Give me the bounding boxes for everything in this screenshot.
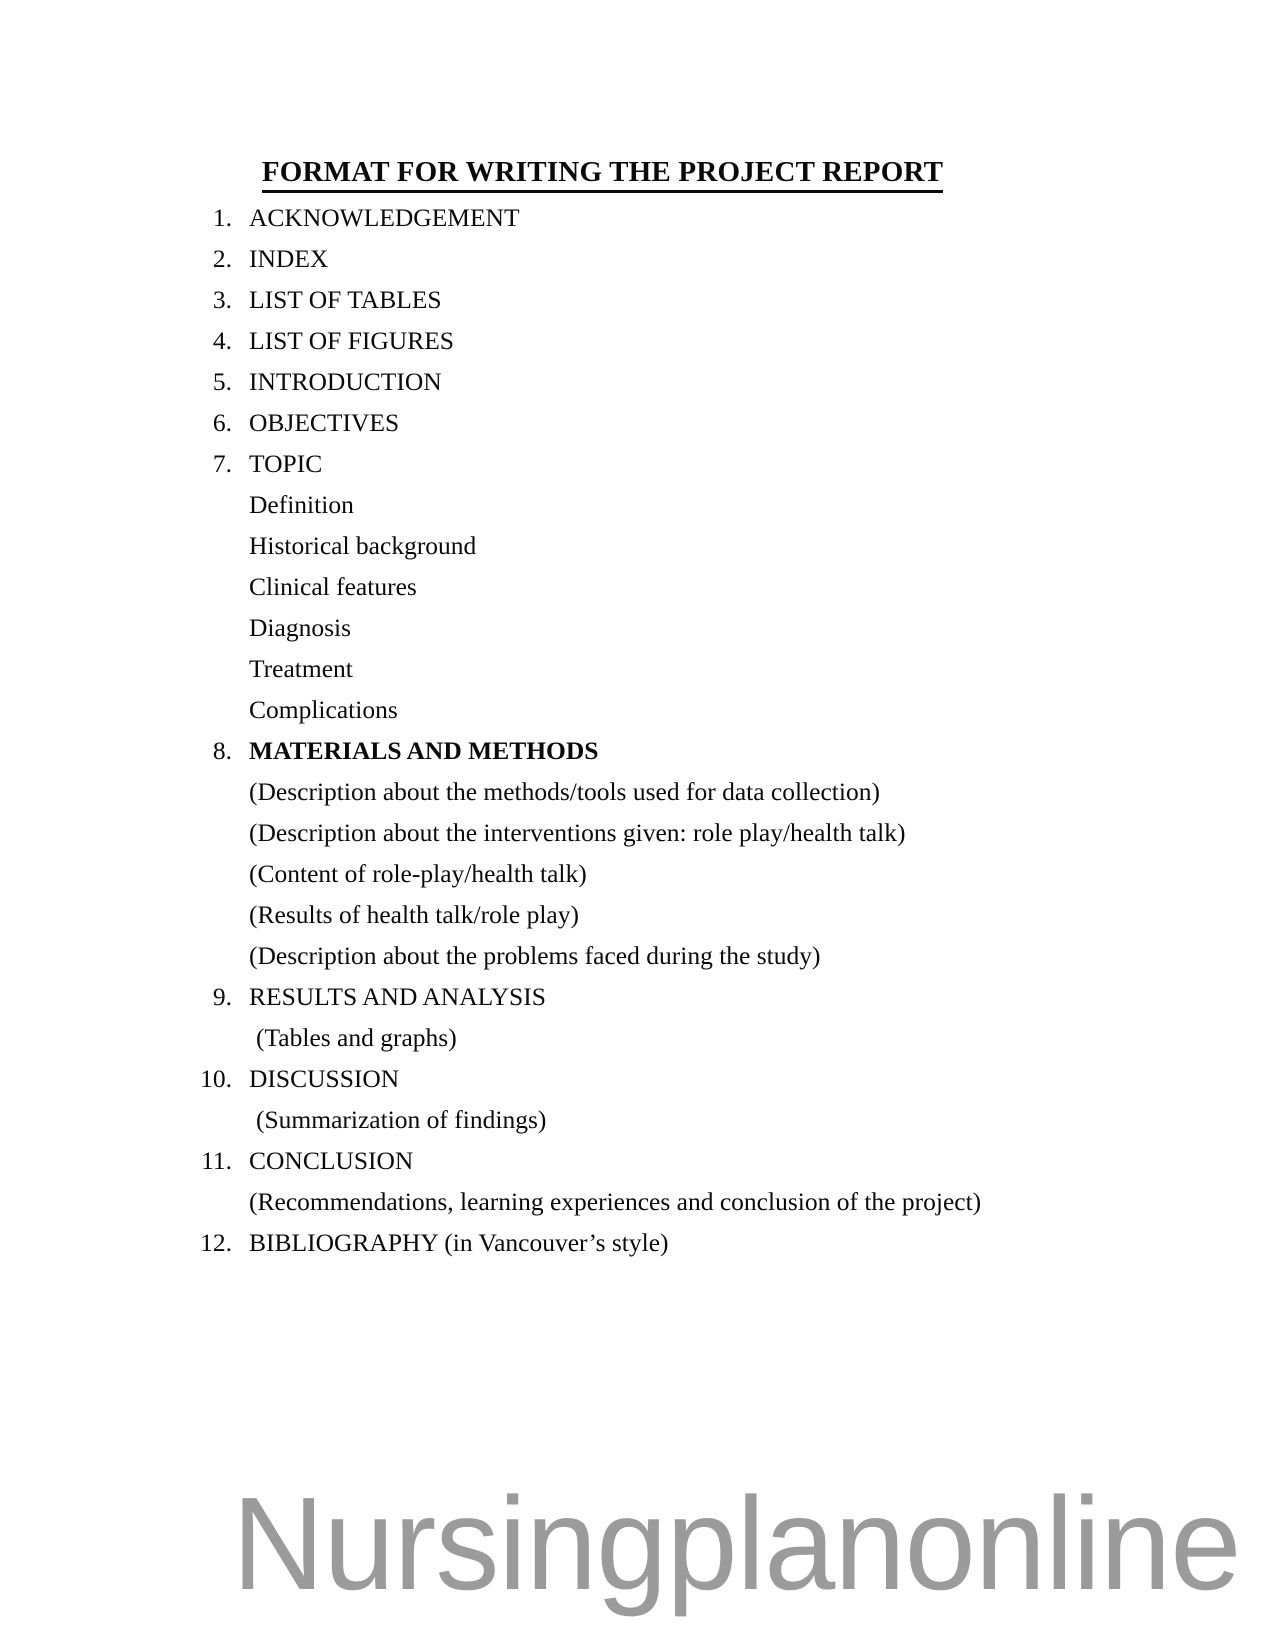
outline-item-number: 5. xyxy=(212,367,232,396)
outline-item xyxy=(0,279,1275,320)
outline-item-number: 6. xyxy=(212,408,232,437)
outline-item-number: 3. xyxy=(212,285,232,314)
outline-item-label: CONCLUSION xyxy=(249,1146,414,1175)
outline-item xyxy=(0,238,1275,279)
outline-note: (Description about the interventions given: role play/health talk) xyxy=(249,818,906,847)
outline-item-number: 12. xyxy=(200,1228,232,1257)
outline-note: (Description about the problems faced during the study) xyxy=(249,941,821,970)
watermark: Nursingplanonline xyxy=(232,1470,1241,1617)
outline-item-label: MATERIALS AND METHODS xyxy=(249,736,599,765)
outline-item-label: OBJECTIVES xyxy=(249,408,400,437)
outline-item xyxy=(0,1222,1275,1263)
outline-note: (Description about the methods/tools used for data collection) xyxy=(249,777,880,806)
outline-item xyxy=(0,730,1275,771)
outline-item xyxy=(0,443,1275,484)
outline-item-label: TOPIC xyxy=(249,449,323,478)
outline-subitem: Clinical features xyxy=(249,572,417,601)
outline-item-label: INDEX xyxy=(249,244,329,273)
page-title xyxy=(0,156,1205,192)
outline-note: (Tables and graphs) xyxy=(256,1023,457,1052)
outline-item-number: 2. xyxy=(212,244,232,273)
outline-note: (Summarization of findings) xyxy=(256,1105,547,1134)
outline-item-label: DISCUSSION xyxy=(249,1064,400,1093)
outline-item xyxy=(0,1058,1275,1099)
outline-subitem: Definition xyxy=(249,490,354,519)
outline-item-number: 10. xyxy=(200,1064,232,1093)
outline-item xyxy=(0,361,1275,402)
outline-item-label: ACKNOWLEDGEMENT xyxy=(249,203,520,232)
outline-item xyxy=(0,402,1275,443)
outline-item-label: BIBLIOGRAPHY (in Vancouver’s style) xyxy=(249,1228,669,1257)
page-title-text: FORMAT FOR WRITING THE PROJECT REPORT xyxy=(262,156,943,192)
outline-item-number: 11. xyxy=(201,1146,232,1175)
outline-item-number: 1. xyxy=(212,203,232,232)
outline-note: (Content of role-play/health talk) xyxy=(249,859,587,888)
outline-subitem: Treatment xyxy=(249,654,353,683)
outline-item xyxy=(0,197,1275,238)
outline-subitem: Historical background xyxy=(249,531,477,560)
outline-subitem: Diagnosis xyxy=(249,613,351,642)
outline-note: (Results of health talk/role play) xyxy=(249,900,579,929)
outline-item-number: 4. xyxy=(212,326,232,355)
report-outline-list xyxy=(0,197,1275,1263)
outline-item-number: 8. xyxy=(212,736,232,765)
outline-item-label: LIST OF FIGURES xyxy=(249,326,454,355)
outline-item xyxy=(0,320,1275,361)
outline-item-label: INTRODUCTION xyxy=(249,367,442,396)
outline-item xyxy=(0,1140,1275,1181)
outline-item-label: RESULTS AND ANALYSIS xyxy=(249,982,546,1011)
outline-subitem: Complications xyxy=(249,695,398,724)
outline-item-number: 9. xyxy=(212,982,232,1011)
outline-item-number: 7. xyxy=(212,449,232,478)
outline-note: (Recommendations, learning experiences and conclusion of the project) xyxy=(249,1187,982,1216)
outline-item xyxy=(0,976,1275,1017)
outline-item-label: LIST OF TABLES xyxy=(249,285,442,314)
